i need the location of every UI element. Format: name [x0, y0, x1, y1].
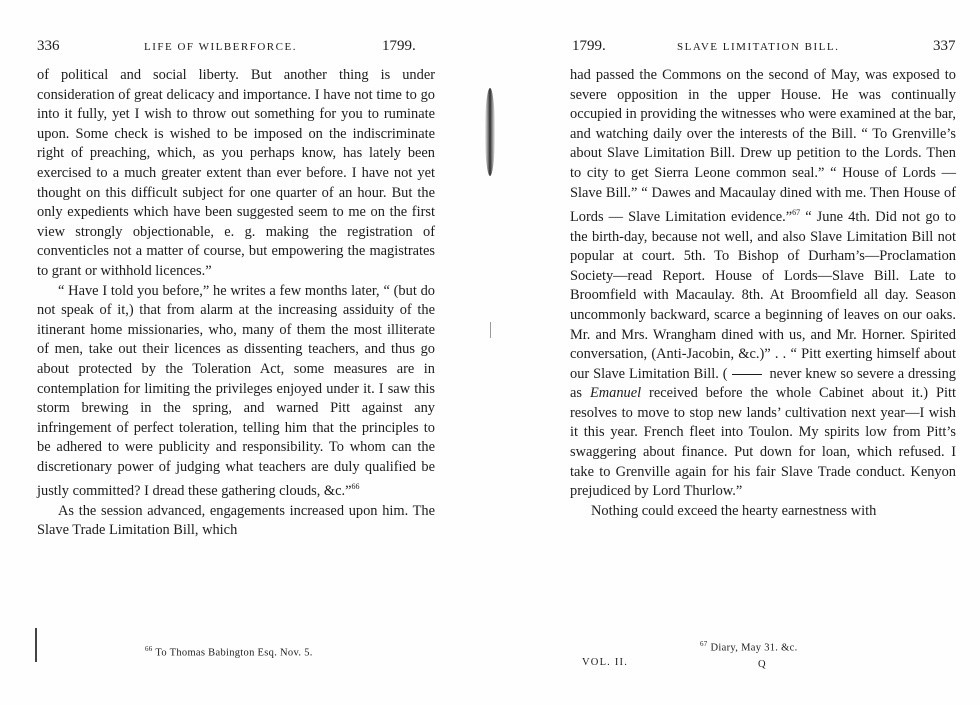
- right-paragraph-1-part-d: received before the whole Cabinet about it.) Pitt resolves to move to stop new lands’ cultivation next year—I wish it this year. French fleet into Toulon. My spirits low from Pitt’s swaggering about finance. Put down for loan, which refused. I take to Grenville again for his fair Slave Trade conduct. Kenyon prejudiced by Lord Thurlow.”: [570, 385, 956, 500]
- footnote-ref-66: 66: [351, 482, 360, 492]
- right-paragraph-2: Nothing could exceed the hearty earnestness with: [591, 502, 877, 519]
- left-footnote-number: 66: [145, 645, 153, 653]
- right-body-text: [570, 66, 956, 521]
- left-paragraph-2-text: “ Have I told you before,” he writes a few months later, “ (but do not speak of it,) that from alarm at the increasing assiduity of the itinerant home missionaries, who, many of them the most illiterate of men, take out their licences as dissenting teachers, and thus go about protected by the Toleration Act, some measures are in contemplation for limiting the privileges enjoyed under it. I saw this storm brewing in the spring, and warned Pitt against any infringement of perfect toleration, telling him that the principles to be adhered to were publicity and responsibility. To whom can the discretionary power of judging what teachers are duly qualified be justly committed? I dread these gathering clouds, &c.”: [37, 282, 435, 500]
- volume-label: VOL. II.: [582, 657, 629, 668]
- footnote-ref-67: 67: [792, 208, 801, 218]
- em-dash-rule: [732, 374, 762, 375]
- right-paragraph-1: [570, 66, 956, 502]
- left-paragraph-3: As the session advanced, engagements increased upon him. The Slave Trade Limitation Bill, which: [37, 502, 435, 539]
- left-footnote-text: To Thomas Babington Esq. Nov. 5.: [155, 647, 313, 659]
- right-page-number: 337: [933, 38, 956, 54]
- right-footnote-text: Diary, May 31. &c.: [710, 642, 798, 654]
- emanuel-italic: Emanuel: [589, 385, 642, 402]
- right-paragraph-1-part-b: “ June 4th. Did not go to the birth-day, because not well, and also Slave Limitation Bill not popular at court. 5th. To Bishop of Durham’s—Proclamation Society—read Report. House of Lords—Slave Bill. Late to Broomfield with Macaulay. 8th. At Broomfield all day. Season uncommonly backward, scarce a beginning of leaves on our oaks. Mr. and Mrs. Wrangham dined with us, and Mr. Horner. Spirited conversation, (Anti-Jacobin, &c.)” . . “ Pitt exerting himself about our Slave Limitation Bill. (: [570, 208, 956, 382]
- left-footnote: [145, 645, 313, 659]
- right-paragraph-1-part-c: never knew so severe a dressing as: [570, 365, 956, 402]
- right-year: 1799.: [572, 38, 606, 54]
- right-paragraph-1-part-a: had passed the Commons on the second of May, was exposed to severe opposition in the upper House. He was continually occupied in providing the witnesses who were examined at the bar, and watching daily over the interests of the Bill. “ To Grenville’s about Slave Limitation Bill. Drew up petition to the Lords. Then to city to get Sierra Leone common seal.” “ House of Lords — Slave Bill.” “ Dawes and Macaulay dined with me. Then House of Lords — Slave Limitation evidence.”: [570, 67, 956, 225]
- left-running-title: LIFE OF WILBERFORCE.: [144, 41, 297, 53]
- left-paragraph-1: of political and social liberty. But another thing is under consideration of great delicacy and importance. I have not time to go into it fully, yet I wish to throw out something for you to ruminate upon. Some check is wished to be imposed on the indiscriminate right of preaching, which, as you perhaps know, has lately been exercised to a much greater extent than ever before. I have not yet thought on this difficult subject for one quarter of an hour. But the only expedients which have been suggested seem to me on the first view strongly objectionable, e. g. making the registration of conventicles not a matter of course, but empowering the magistrates to grant or withhold licences.”: [37, 67, 435, 279]
- right-footnote: [700, 640, 798, 654]
- left-paragraph-2: [37, 282, 435, 502]
- left-year: 1799.: [382, 38, 416, 54]
- right-running-title: SLAVE LIMITATION BILL.: [677, 41, 840, 53]
- right-page: [490, 0, 980, 705]
- left-running-head: [0, 38, 490, 58]
- right-running-head: [490, 38, 980, 58]
- margin-mark: [35, 628, 37, 662]
- left-body-text: [37, 66, 435, 541]
- signature-mark: Q: [758, 659, 767, 670]
- left-page-number: 336: [37, 38, 60, 54]
- right-footnote-number: 67: [700, 640, 708, 648]
